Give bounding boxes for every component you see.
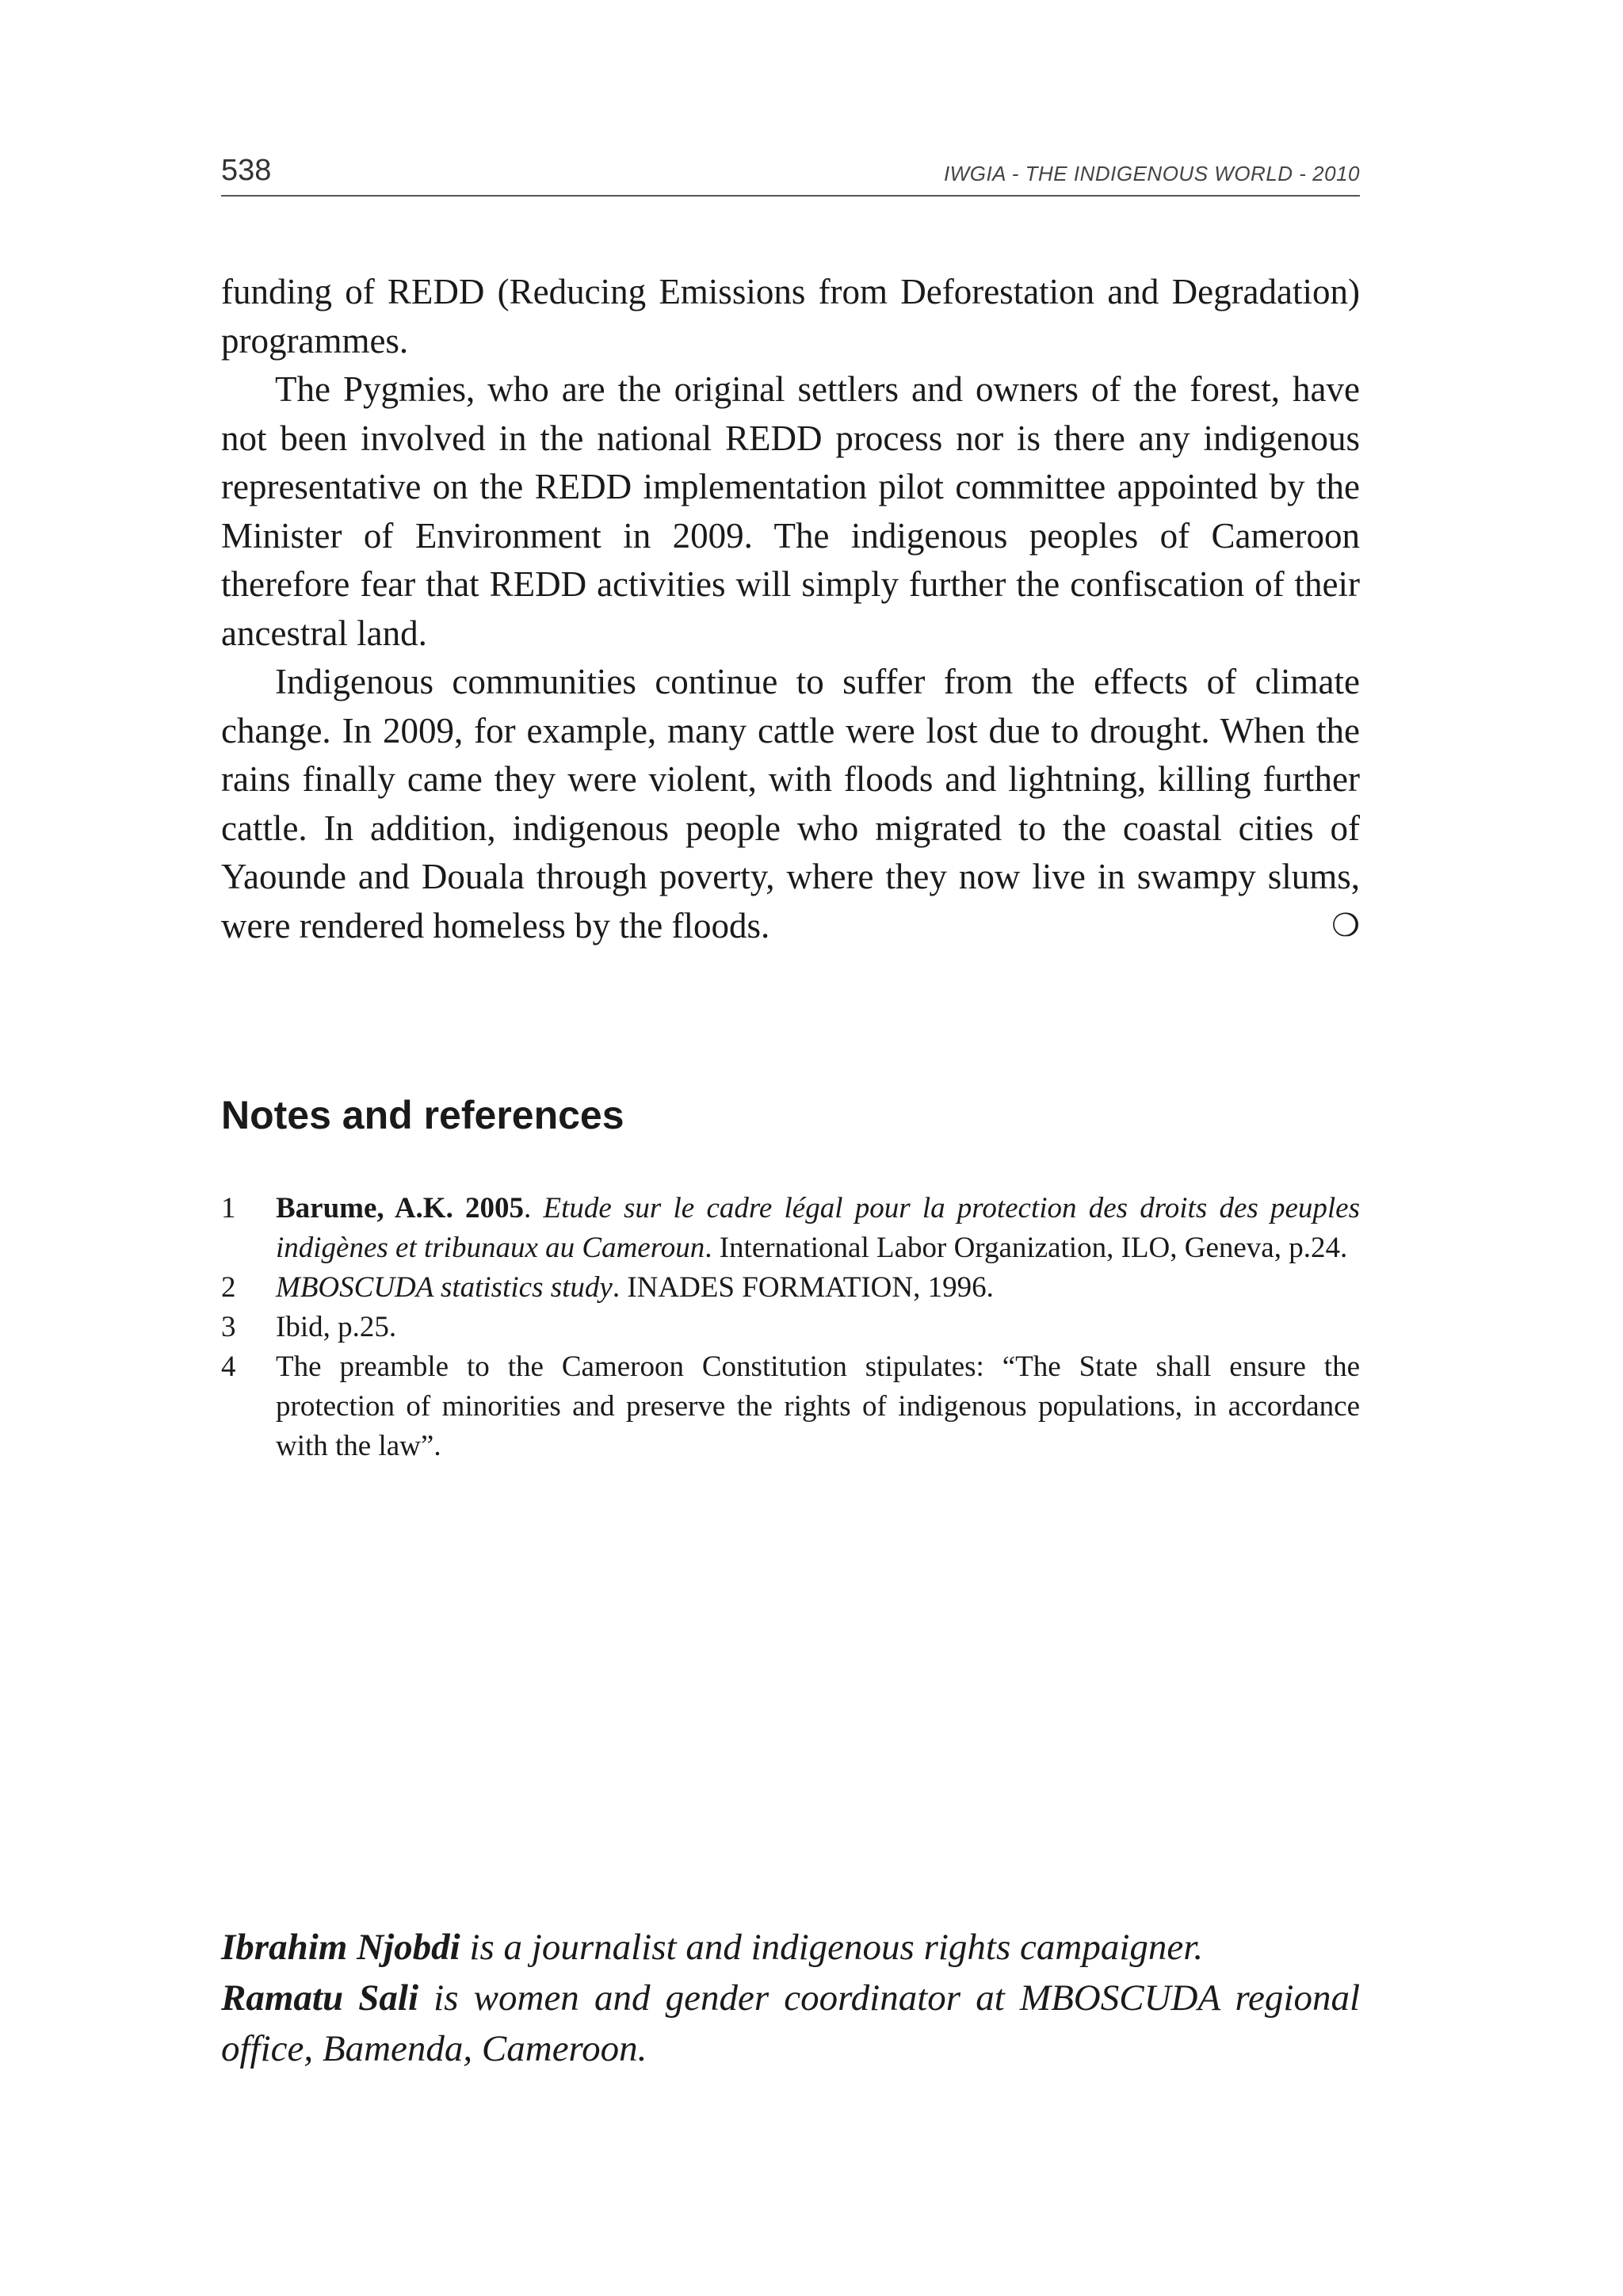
note-item [221, 1268, 1360, 1308]
author-name: Ibrahim Njobdi [221, 1927, 460, 1968]
body-paragraph-text: Indigenous communities continue to suffer from the effects of climate change. In 2009, for example, many cattle were lost due to drought. When the rains finally came they were violent, with floods and lightning, killing further cattle. In addition, indigenous people who migrated to the coastal cities of Yaounde and Douala through poverty, where they now live in swampy slums, were rendered homeless by the floods. [221, 662, 1360, 946]
note-number: 1 [221, 1192, 236, 1224]
note-text [276, 1268, 1360, 1308]
note-separator: . [524, 1192, 544, 1224]
body-paragraph: funding of REDD (Reducing Emissions from Deforestation and Degradation) programmes. [221, 272, 1360, 361]
note-rest: Ibid, p.25. [276, 1311, 397, 1343]
author-name: Ramatu Sali [221, 1977, 419, 2019]
author-bios [221, 1922, 1360, 2074]
note-text [276, 1308, 1360, 1347]
body-text [221, 268, 1360, 950]
notes-heading: Notes and references [221, 1093, 624, 1137]
author-bio-text: is women and gender coordinator at MBOSCUDA regional office, Bamenda, Cameroon. [221, 1977, 1360, 2069]
note-text [276, 1189, 1360, 1268]
note-rest: . INADES FORMATION, 1996. [612, 1271, 994, 1304]
notes-list [221, 1189, 1360, 1466]
end-of-article-icon: ❍ [1331, 907, 1360, 944]
note-item [221, 1189, 1360, 1268]
note-text [276, 1347, 1360, 1466]
author-bio [221, 1922, 1360, 1973]
page-number: 538 [221, 154, 272, 187]
note-title: MBOSCUDA statistics study [276, 1271, 613, 1304]
note-number: 4 [221, 1350, 236, 1383]
note-rest: The preamble to the Cameroon Constitution stipulates: “The State shall ensure the protection of minorities and preserve the rights of indigenous populations, in accordance with the law”. [276, 1350, 1360, 1462]
body-paragraph: The Pygmies, who are the original settlers and owners of the forest, have not been involved in the national REDD process nor is there any indigenous representative on the REDD implementation pilot committee appointed by the Minister of Environment in 2009. The indigenous peoples of Cameroon therefore fear that REDD activities will simply further the confiscation of their ancestral land. [221, 369, 1360, 653]
note-author: Barume, A.K. 2005 [276, 1192, 525, 1224]
author-bio-text: is a journalist and indigenous rights campaigner. [460, 1927, 1204, 1968]
note-title: Etude sur le cadre légal pour la protection des droits des peuples indigènes et tribunaux au Cameroun [276, 1192, 1360, 1264]
note-rest: . International Labor Organization, ILO, Geneva, p.24. [705, 1232, 1348, 1264]
note-number: 2 [221, 1271, 236, 1304]
note-number: 3 [221, 1311, 236, 1343]
note-item [221, 1347, 1360, 1466]
author-bio [221, 1973, 1360, 2074]
note-item [221, 1308, 1360, 1347]
running-head: IWGIA - THE INDIGENOUS WORLD - 2010 [943, 162, 1360, 185]
page-header [221, 151, 1360, 197]
body-paragraph [221, 658, 1360, 950]
